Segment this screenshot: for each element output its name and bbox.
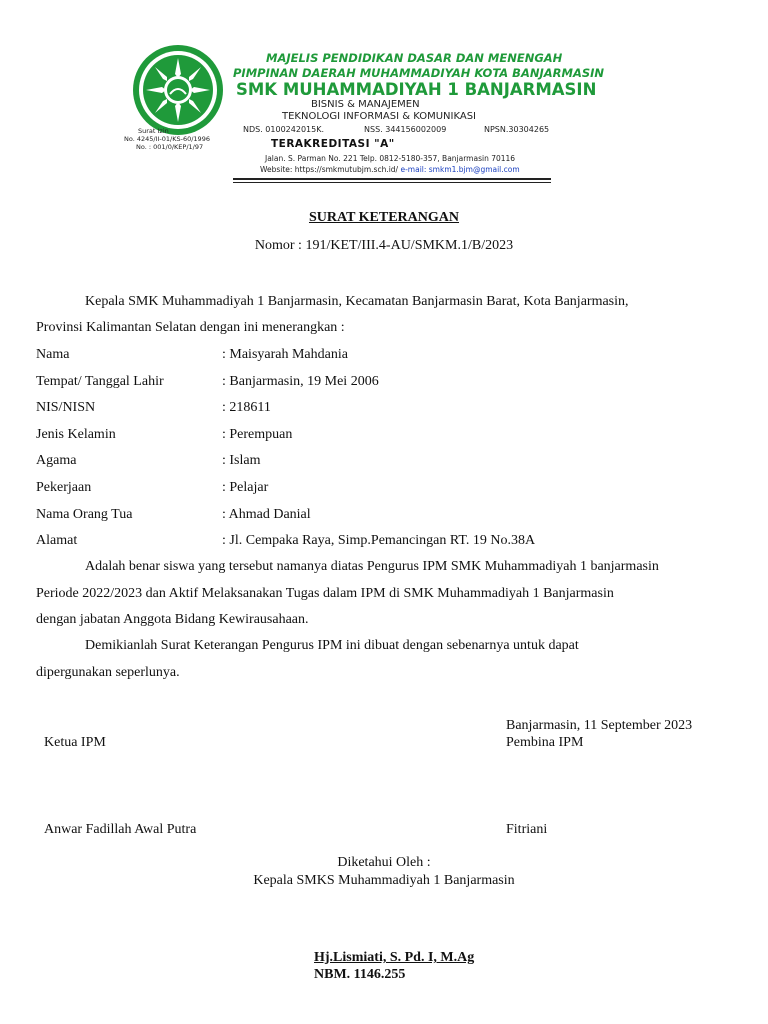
field-value-religion: : Islam bbox=[222, 453, 261, 468]
field-label-nama: Nama bbox=[36, 347, 70, 362]
field-value-nis: : 218611 bbox=[222, 400, 271, 415]
right-signer-role: Pembina IPM bbox=[506, 735, 584, 750]
principal-nbm: NBM. 1146.255 bbox=[314, 967, 406, 982]
right-signer-name: Fitriani bbox=[506, 822, 548, 837]
letterhead-nds: NDS. 0100242015K. bbox=[243, 125, 324, 134]
field-value-gender: : Perempuan bbox=[222, 427, 293, 442]
letterhead-regional-board: PIMPINAN DAERAH MUHAMMADIYAH KOTA BANJARMASIN bbox=[233, 66, 605, 80]
document-number: Nomor : 191/KET/III.4-AU/SMKM.1/B/2023 bbox=[254, 238, 514, 253]
known-by: Diketahui Oleh : bbox=[337, 855, 431, 870]
principal-name: Hj.Lismiati, S. Pd. I, M.Ag bbox=[314, 950, 475, 965]
field-value-address: : Jl. Cempaka Raya, Simp.Pemancingan RT. 19 No.38A bbox=[222, 533, 536, 548]
school-logo bbox=[132, 44, 224, 136]
letterhead-npsn: NPSN.30304265 bbox=[484, 125, 550, 134]
permit-label: Surat Izin bbox=[138, 127, 169, 135]
field-label-parent: Nama Orang Tua bbox=[36, 507, 133, 522]
letterhead-contact bbox=[260, 165, 520, 174]
field-value-occupation: : Pelajar bbox=[222, 480, 269, 495]
letterhead-program-2: TEKNOLOGI INFORMASI & KOMUNIKASI bbox=[282, 111, 476, 122]
para1-line-2: Periode 2022/2023 dan Aktif Melaksanakan Tugas dalam IPM di SMK Muhammadiyah 1 Banjarmasin bbox=[36, 586, 614, 601]
document-title: SURAT KETERANGAN bbox=[308, 210, 459, 225]
field-label-gender: Jenis Kelamin bbox=[36, 427, 116, 442]
field-value-nama: : Maisyarah Mahdania bbox=[222, 347, 348, 362]
letterhead-address: Jalan. S. Parman No. 221 Telp. 0812-5180-357, Banjarmasin 70116 bbox=[265, 154, 516, 163]
letterhead-website[interactable]: Website: https://smkmutubjm.sch.id/ bbox=[260, 165, 399, 174]
left-signer-name: Anwar Fadillah Awal Putra bbox=[44, 822, 197, 837]
permit-number-1: No. 4245/II-01/KS-60/1996 bbox=[124, 135, 210, 143]
letterhead-council: MAJELIS PENDIDIKAN DASAR DAN MENENGAH bbox=[266, 51, 563, 65]
para1-line-3: dengan jabatan Anggota Bidang Kewirausahaan. bbox=[36, 612, 309, 627]
intro-line-2: Provinsi Kalimantan Selatan dengan ini menerangkan : bbox=[36, 320, 345, 335]
principal-role: Kepala SMKS Muhammadiyah 1 Banjarmasin bbox=[253, 873, 515, 888]
para2-line-1: Demikianlah Surat Keterangan Pengurus IPM ini dibuat dengan sebenarnya untuk dapat bbox=[85, 638, 579, 653]
intro-line-1: Kepala SMK Muhammadiyah 1 Banjarmasin, Kecamatan Banjarmasin Barat, Kota Banjarmasin, bbox=[85, 294, 629, 309]
field-value-parent: : Ahmad Danial bbox=[222, 507, 311, 522]
letterhead-accreditation: TERAKREDITASI "A" bbox=[271, 138, 395, 150]
place-date: Banjarmasin, 11 September 2023 bbox=[506, 718, 693, 733]
field-value-birth: : Banjarmasin, 19 Mei 2006 bbox=[222, 374, 379, 389]
letterhead-email[interactable]: e-mail: smkm1.bjm@gmail.com bbox=[400, 165, 520, 174]
permit-number-2: No. : 001/0/KEP/1/97 bbox=[136, 143, 204, 151]
para2-line-2: dipergunakan seperlunya. bbox=[36, 665, 180, 680]
left-signer-role: Ketua IPM bbox=[44, 735, 106, 750]
letterhead-program-1: BISNIS & MANAJEMEN bbox=[311, 99, 420, 110]
field-label-birth: Tempat/ Tanggal Lahir bbox=[36, 374, 164, 389]
letterhead-divider-thin bbox=[233, 182, 551, 183]
para1-line-1: Adalah benar siswa yang tersebut namanya diatas Pengurus IPM SMK Muhammadiyah 1 banjarmasin bbox=[85, 559, 659, 574]
field-label-religion: Agama bbox=[36, 453, 77, 468]
letterhead-nss: NSS. 344156002009 bbox=[364, 125, 447, 134]
letterhead-school-name: SMK MUHAMMADIYAH 1 BANJARMASIN bbox=[236, 80, 597, 99]
field-label-address: Alamat bbox=[36, 533, 78, 548]
field-label-nis: NIS/NISN bbox=[36, 400, 96, 415]
field-label-occupation: Pekerjaan bbox=[36, 480, 92, 495]
letterhead-divider-thick bbox=[233, 178, 551, 180]
